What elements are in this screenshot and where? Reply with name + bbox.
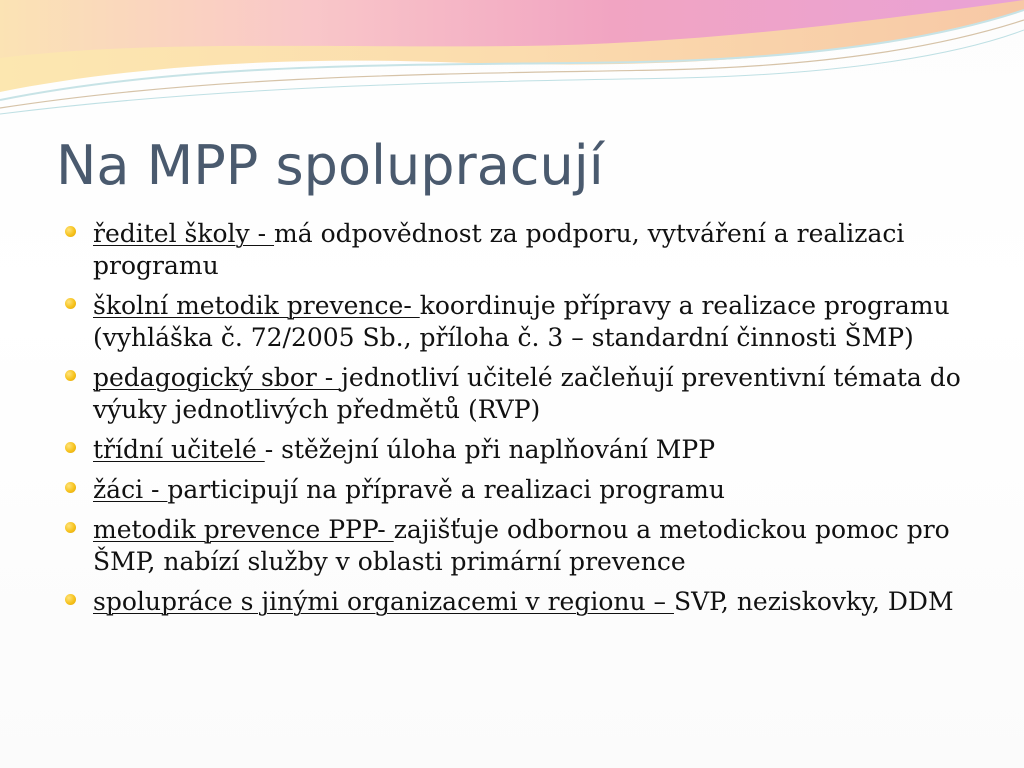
item-lead: pedagogický sbor - bbox=[93, 363, 342, 392]
item-lead: žáci - bbox=[93, 475, 168, 504]
bullet-icon bbox=[65, 594, 76, 605]
slide-title: Na MPP spolupracují bbox=[56, 134, 604, 197]
item-lead: školní metodik prevence- bbox=[93, 291, 420, 320]
item-text: má odpovědnost za podporu, vytváření a realizaci programu bbox=[93, 219, 905, 280]
list-item bbox=[62, 586, 982, 618]
item-text: koordinuje přípravy a realizace programu (vyhláška č. 72/2005 Sb., příloha č. 3 – standardní činnosti ŠMP) bbox=[93, 291, 950, 352]
bullet-icon bbox=[65, 442, 76, 453]
list-item bbox=[62, 514, 982, 578]
bullet-icon bbox=[65, 226, 76, 237]
list-item bbox=[62, 474, 982, 506]
item-text: - stěžejní úloha při naplňování MPP bbox=[264, 435, 716, 464]
item-lead: metodik prevence PPP- bbox=[93, 515, 394, 544]
item-text: participují na přípravě a realizaci programu bbox=[167, 475, 725, 504]
bullet-list bbox=[62, 218, 982, 626]
bullet-icon bbox=[65, 370, 76, 381]
item-text: SVP, neziskovky, DDM bbox=[673, 587, 954, 616]
decorative-header-waves bbox=[0, 0, 1024, 130]
item-text: zajišťuje odbornou a metodickou pomoc pro ŠMP, nabízí služby v oblasti primární prevence bbox=[93, 515, 950, 576]
bullet-icon bbox=[65, 482, 76, 493]
list-item bbox=[62, 362, 982, 426]
item-lead: spolupráce s jinými organizacemi v regionu – bbox=[93, 587, 674, 616]
bullet-icon bbox=[65, 298, 76, 309]
list-item bbox=[62, 218, 982, 282]
list-item bbox=[62, 434, 982, 466]
list-item bbox=[62, 290, 982, 354]
item-lead: ředitel školy - bbox=[93, 219, 275, 248]
item-text: jednotliví učitelé začleňují preventivní témata do výuky jednotlivých předmětů (RVP) bbox=[93, 363, 961, 424]
bullet-icon bbox=[65, 522, 76, 533]
item-lead: třídní učitelé bbox=[93, 435, 265, 464]
